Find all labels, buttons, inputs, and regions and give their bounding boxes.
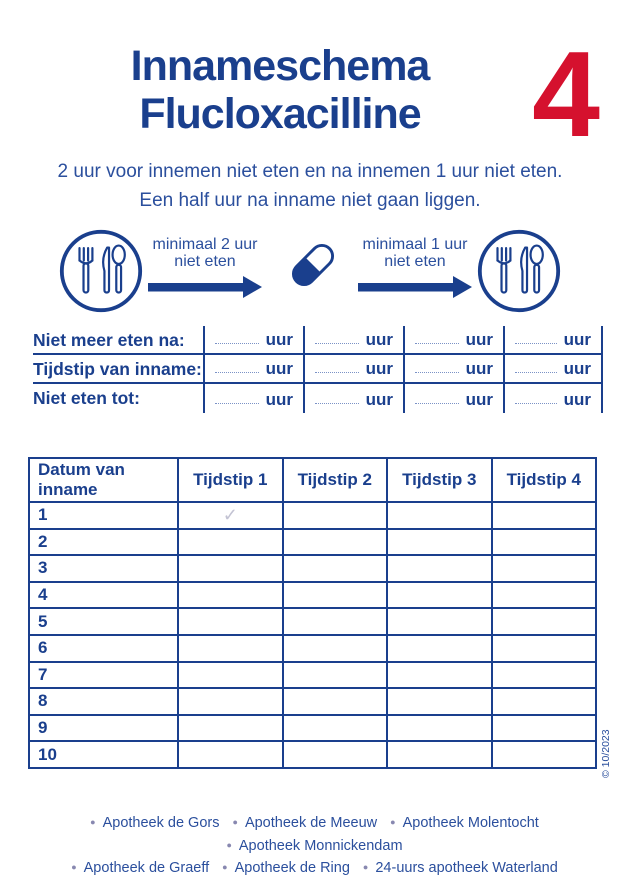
schedule-cell	[492, 502, 597, 529]
schedule-cell	[178, 688, 283, 715]
schedule-cell	[283, 555, 388, 582]
pharmacy-name: Apotheek de Gors	[102, 815, 220, 831]
right-arrow-icon	[148, 276, 262, 303]
list-item	[217, 838, 402, 854]
pharmacy-list-line2	[0, 857, 620, 877]
list-item	[381, 815, 539, 831]
pictogram-timeline	[0, 222, 620, 318]
day-number: 10	[29, 741, 178, 768]
schedule-cell	[178, 635, 283, 662]
day-number: 5	[29, 608, 178, 635]
right-arrow-icon	[358, 276, 472, 303]
row-label-intake-time: Tijdstip van inname:	[33, 355, 203, 384]
schedule-cell	[492, 555, 597, 582]
page-title-line2: Flucloxacilline	[139, 90, 421, 138]
instructions-line1: 2 uur voor innemen niet eten en na innemen 1 uur niet eten.	[57, 161, 563, 182]
schedule-cell	[492, 662, 597, 689]
time-field	[503, 384, 603, 413]
pharmacy-list	[0, 812, 620, 877]
header-tijdstip-3: Tijdstip 3	[387, 458, 492, 502]
bullet-icon: ●	[390, 817, 396, 827]
table-row	[29, 582, 596, 609]
schedule-cell	[178, 715, 283, 742]
table-row	[29, 688, 596, 715]
bullet-icon: ●	[90, 817, 96, 827]
schedule-cell	[283, 662, 388, 689]
unit-label: uur	[365, 330, 393, 349]
schedule-cell	[492, 741, 597, 768]
unit-label: uur	[465, 390, 493, 409]
time-field	[303, 355, 403, 384]
instructions-line2: Een half uur na inname niet gaan liggen.	[139, 190, 481, 211]
instructions-text	[0, 157, 620, 215]
list-item	[354, 860, 558, 876]
row-label-no-eating-after: Niet meer eten na:	[33, 326, 203, 355]
bullet-icon: ●	[71, 862, 77, 872]
write-in-line	[415, 372, 459, 373]
page-title	[0, 42, 560, 138]
schedule-cell	[178, 741, 283, 768]
time-field	[403, 384, 503, 413]
write-in-line	[215, 403, 259, 404]
list-item	[81, 815, 219, 831]
day-number: 8	[29, 688, 178, 715]
table-row	[29, 662, 596, 689]
unit-label: uur	[465, 330, 493, 349]
schedule-cell	[178, 555, 283, 582]
schedule-cell	[283, 582, 388, 609]
schedule-cell	[387, 608, 492, 635]
schedule-cell	[283, 635, 388, 662]
schedule-cell	[492, 635, 597, 662]
unit-label: uur	[563, 359, 591, 378]
pharmacy-list-line1	[0, 812, 620, 857]
unit-label: uur	[265, 390, 293, 409]
step1-label	[146, 236, 264, 270]
table-row	[29, 715, 596, 742]
time-field	[503, 355, 603, 384]
schedule-cell	[492, 715, 597, 742]
write-in-line	[415, 403, 459, 404]
schedule-cell	[387, 502, 492, 529]
step2-label	[356, 236, 474, 270]
unit-label: uur	[265, 330, 293, 349]
bullet-icon: ●	[222, 862, 228, 872]
schedule-cell	[492, 529, 597, 556]
unit-label: uur	[365, 390, 393, 409]
table-header-row	[29, 458, 596, 502]
day-number: 6	[29, 635, 178, 662]
schedule-cell	[283, 688, 388, 715]
write-in-line	[215, 343, 259, 344]
schedule-cell	[387, 715, 492, 742]
time-field	[303, 326, 403, 355]
schedule-cell	[387, 741, 492, 768]
schedule-cell	[283, 715, 388, 742]
schedule-cell	[283, 502, 388, 529]
write-in-line	[215, 372, 259, 373]
day-number: 3	[29, 555, 178, 582]
schedule-cell	[387, 688, 492, 715]
time-field	[303, 384, 403, 413]
day-number: 4	[29, 582, 178, 609]
time-field	[403, 355, 503, 384]
header-tijdstip-4: Tijdstip 4	[492, 458, 597, 502]
day-number: 7	[29, 662, 178, 689]
schedule-cell-checked: ✓	[178, 502, 283, 529]
schedule-cell	[283, 529, 388, 556]
write-in-line	[315, 403, 359, 404]
write-in-line	[515, 372, 557, 373]
schedule-cell	[387, 662, 492, 689]
schedule-cell	[283, 608, 388, 635]
schedule-cell	[178, 662, 283, 689]
pharmacy-name: Apotheek Molentocht	[402, 815, 539, 831]
meal-plate-icon	[58, 228, 144, 319]
step1-label-line1: minimaal 2 uur	[152, 236, 258, 253]
time-field	[203, 384, 303, 413]
capsule-icon	[282, 234, 344, 301]
bullet-icon: ●	[362, 862, 369, 872]
time-field	[203, 326, 303, 355]
time-field	[203, 355, 303, 384]
list-item	[224, 815, 378, 831]
dose-number: 4	[532, 26, 600, 162]
header-tijdstip-1: Tijdstip 1	[178, 458, 283, 502]
step1-label-line2: niet eten	[174, 253, 236, 270]
schedule-cell	[387, 555, 492, 582]
intake-schedule-table	[28, 457, 597, 769]
bullet-icon: ●	[232, 817, 238, 827]
table-row	[29, 529, 596, 556]
write-in-line	[515, 403, 557, 404]
pharmacy-name: 24-uurs apotheek Waterland	[375, 860, 558, 876]
schedule-cell	[387, 529, 492, 556]
pharmacy-name: Apotheek de Ring	[234, 860, 350, 876]
unit-label: uur	[465, 359, 493, 378]
schedule-cell	[178, 529, 283, 556]
row-label-no-eating-until: Niet eten tot:	[33, 388, 140, 408]
step2-label-line2: niet eten	[384, 253, 446, 270]
list-item	[62, 860, 209, 876]
day-number: 1	[29, 502, 178, 529]
write-in-line	[315, 343, 359, 344]
unit-label: uur	[563, 390, 591, 409]
fasting-times-table	[33, 326, 603, 413]
write-in-line	[415, 343, 459, 344]
step2-label-line1: minimaal 1 uur	[362, 236, 468, 253]
unit-label: uur	[265, 359, 293, 378]
list-item	[213, 860, 350, 876]
schedule-cell	[178, 608, 283, 635]
day-number: 2	[29, 529, 178, 556]
schedule-cell	[387, 582, 492, 609]
bullet-icon: ●	[226, 839, 232, 850]
schedule-cell	[178, 582, 283, 609]
pharmacy-name: Apotheek de Graeff	[83, 860, 210, 876]
schedule-cell	[283, 741, 388, 768]
schedule-cell	[492, 608, 597, 635]
unit-label: uur	[563, 330, 591, 349]
schedule-cell	[492, 582, 597, 609]
write-in-line	[315, 372, 359, 373]
write-in-line	[515, 343, 557, 344]
table-row	[29, 635, 596, 662]
unit-label: uur	[365, 359, 393, 378]
table-row	[29, 608, 596, 635]
day-number: 9	[29, 715, 178, 742]
schedule-cell	[387, 635, 492, 662]
time-field	[403, 326, 503, 355]
pharmacy-name: Apotheek Monnickendam	[238, 837, 403, 854]
meal-plate-icon	[476, 228, 562, 319]
time-field	[503, 326, 603, 355]
table-row	[29, 741, 596, 768]
page-title-line1: Innameschema	[130, 42, 430, 90]
header-tijdstip-2: Tijdstip 2	[283, 458, 388, 502]
schedule-cell	[492, 688, 597, 715]
copyright-note: © 10/2023	[600, 729, 612, 778]
table-row	[29, 502, 596, 529]
header-datum-van-inname: Datum van inname	[29, 458, 178, 502]
table-row	[29, 555, 596, 582]
pharmacy-name: Apotheek de Meeuw	[244, 815, 378, 831]
